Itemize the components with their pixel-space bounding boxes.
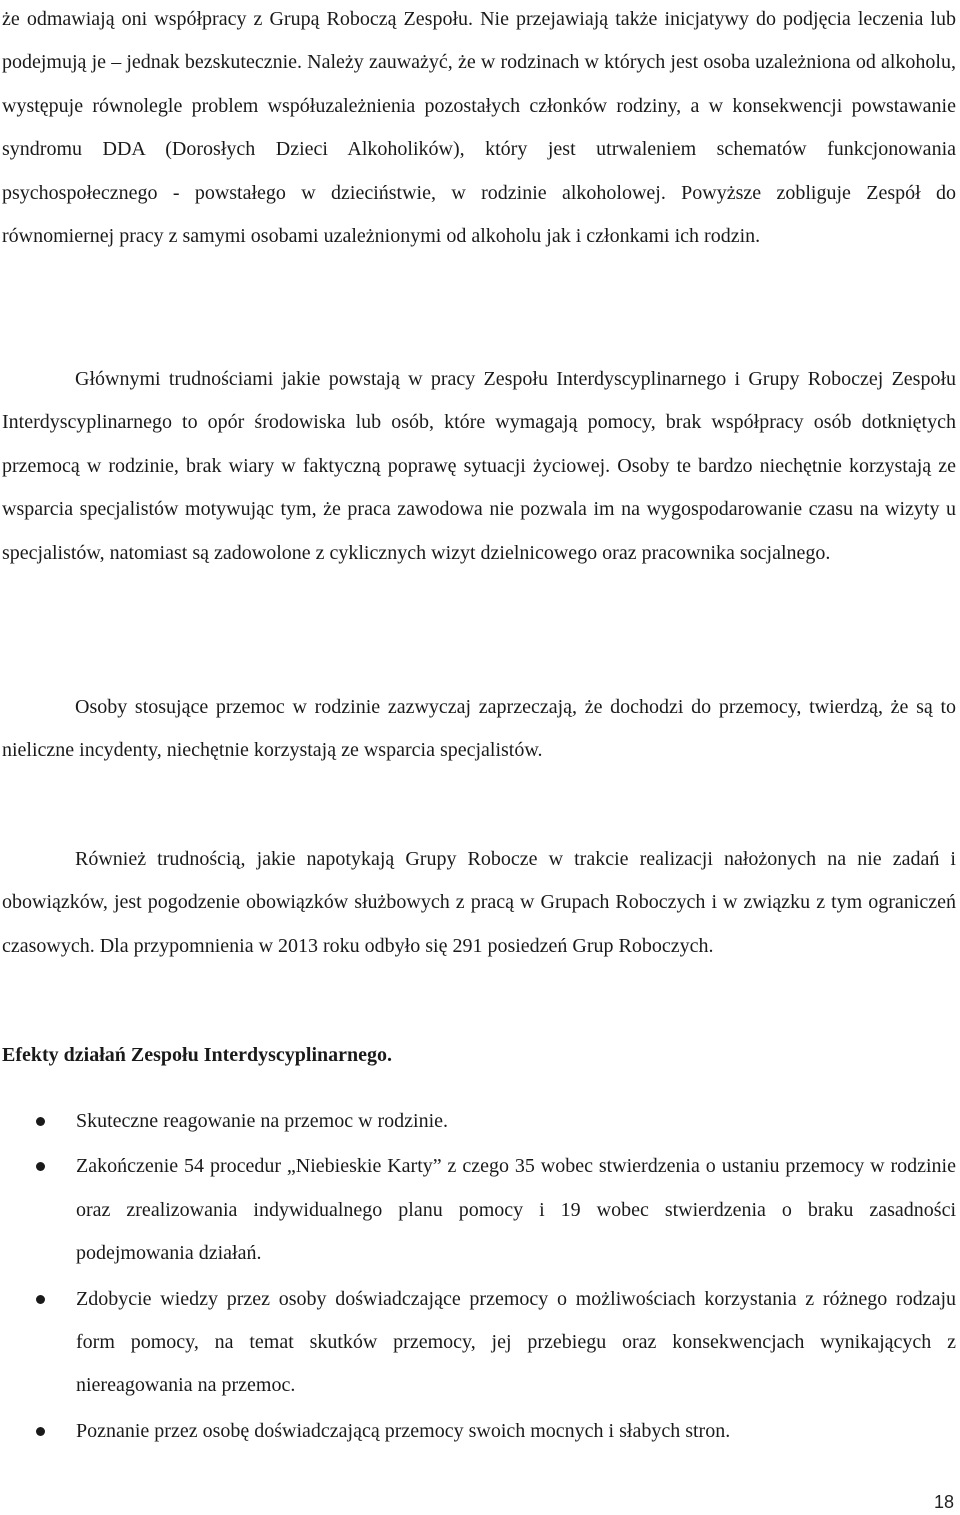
bullet-dot-icon (36, 1117, 45, 1126)
effects-list (0, 1100, 956, 1455)
list-item (0, 1100, 956, 1143)
bullet-dot-icon (36, 1295, 45, 1304)
list-item-text: Skuteczne reagowanie na przemoc w rodzinie. (76, 1110, 449, 1132)
list-item-text: Zdobycie wiedzy przez osoby doświadczające przemocy o możliwościach korzystania z różnego rodzaju form pomocy, na temat skutków przemocy, jej przebiegu oraz konsekwencjach wynikających z niereagowania na przemoc. (76, 1287, 956, 1397)
paragraph-continuation: że odmawiają oni współpracy z Grupą Roboczą Zespołu. Nie przejawiają także inicjatywy do podjęcia leczenia lub podejmują je – jednak bezskutecznie. Należy zauważyć, że w rodzinach w których jest osoba uzależniona od alkoholu, występuje równolegle problem współuzależnienia pozostałych członków rodziny, a w konsekwencji powstawanie syndromu DDA (Dorosłych Dzieci Alkoholików), który jest utrwaleniem schematów funkcjonowania psychospołecznego - powstałego w dzieciństwie, w rodzinie alkoholowej. Powyższe zobliguje Zespół do równomiernej pracy z samymi osobami uzależnionymi od alkoholu jak i członkami ich rodzin. (2, 8, 956, 248)
list-item (0, 1410, 956, 1453)
list-item (0, 1145, 956, 1275)
page-number: 18 (933, 1492, 954, 1512)
section-heading: Efekty działań Zespołu Interdyscyplinarnego. (2, 1044, 393, 1066)
bullet-dot-icon (36, 1427, 45, 1436)
bullet-dot-icon (36, 1162, 45, 1171)
list-item-text: Zakończenie 54 procedur „Niebieskie Karty” z czego 35 wobec stwierdzenia o ustaniu przemocy w rodzinie oraz zrealizowania indywidualnego planu pomocy i 19 wobec stwierdzenia o braku zasadności podejmowania działań. (76, 1155, 956, 1265)
list-item (0, 1278, 956, 1408)
paragraph-difficulties: Głównymi trudnościami jakie powstają w pracy Zespołu Interdyscyplinarnego i Grupy Roboczej Zespołu Interdyscyplinarnego to opór środowiska lub osób, które wymagają pomocy, brak współpracy osób dotkniętych przemocą w rodzinie, brak wiary w faktyczną poprawę sytuacji życiowej. Osoby te bardzo niechętnie korzystają ze wsparcia specjalistów motywując tym, że praca zawodowa nie pozwala im na wygospodarowanie czasu na wizyty u specjalistów, natomiast są zadowolone z cyklicznych wizyt dzielnicowego oraz pracownika socjalnego. (2, 368, 956, 564)
list-item-text: Poznanie przez osobę doświadczającą przemocy swoich mocnych i słabych stron. (76, 1419, 731, 1442)
paragraph-perpetrators: Osoby stosujące przemoc w rodzinie zazwyczaj zaprzeczają, że dochodzi do przemocy, twierdzą, że są to nieliczne incydenty, niechętnie korzystają ze wsparcia specjalistów. (2, 696, 956, 762)
paragraph-working-groups: Również trudnością, jakie napotykają Grupy Robocze w trakcie realizacji nałożonych na nie zadań i obowiązków, jest pogodzenie obowiązków służbowych z pracą w Grupach Roboczych i w związku z tym ograniczeń czasowych. Dla przypomnienia w 2013 roku odbyło się 291 posiedzeń Grup Roboczych. (2, 848, 956, 957)
